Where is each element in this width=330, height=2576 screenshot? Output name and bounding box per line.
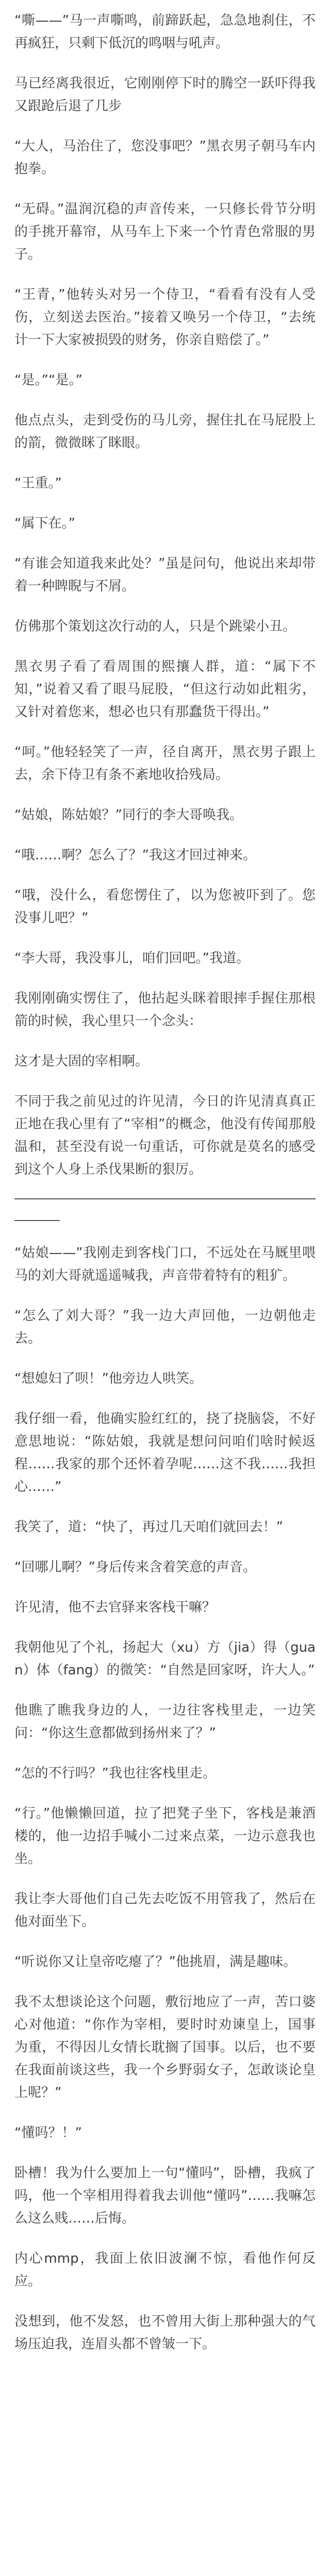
paragraph: “姑娘，陈姑娘？”同行的李大哥唤我。 (14, 807, 243, 823)
paragraph: 这才是大固的宰相啊。 (14, 1054, 149, 1069)
paragraph: “呵。”他轻轻笑了一声，径自离开，黑衣男子跟上去，余下侍卫有条不紊地收拾残局。 (14, 744, 316, 783)
paragraph: “是。”“是。” (14, 372, 82, 388)
paragraph: “有谁会知道我来此处？”虽是问句，他说出来却带着一种睥睨与不屑。 (14, 556, 316, 594)
paragraph: 我朝他见了个礼，扬起大（xu）方（jia）得（guan）体（fang）的微笑：“自然是回家呀，许大人。” (14, 1640, 316, 1678)
paragraph: “姑娘——”我刚走到客栈门口，不远处在马厩里喂马的刘大哥就遥遥喊我，声音带着特有的粗犷。 (14, 1245, 316, 1283)
paragraph: “怎的不行吗？”我也往客栈里走。 (14, 1766, 216, 1781)
paragraph: 不同于我之前见过的许见清，今日的许见清真真正正地在我心里有了“宰相”的概念，他没有传闻那般温和，甚至没有说一句重话，可你就是莫名的感受到这个人身上杀伐果断的狠厉。 (14, 1094, 316, 1177)
paragraph: “听说你又让皇帝吃瘪了？”他挑眉，满是趣味。 (14, 1954, 296, 1970)
paragraph: 许见清，他不去官驿来客栈干嘛？ (14, 1600, 216, 1615)
paragraph: “李大哥，我没事儿，咱们回吧。”我道。 (14, 951, 250, 966)
paragraph: 我让李大哥他们自己先去吃饭不用管我了，然后在他对面坐下。 (14, 1891, 316, 1929)
section-divider-short (14, 1220, 60, 1221)
paragraph: 内心mmp，我面上依旧波澜不惊，看他作何反应。 (14, 2251, 316, 2289)
paragraph: “哦……啊？怎么了？”我这才回过神来。 (14, 848, 256, 863)
paragraph: “回哪儿啊？”身后传来含着笑意的声音。 (14, 1560, 256, 1575)
paragraph: “哦，没什么，看您愣住了，以为您被吓到了。您没事儿吧？” (14, 888, 316, 926)
paragraph: 马已经离我很近，它刚刚停下时的腾空一跃吓得我又跟跄后退了几步 (14, 76, 316, 114)
paragraph: “怎么了刘大哥？”我一边大声回他，一边朝他走去。 (14, 1308, 316, 1346)
paragraph: “懂吗？！” (14, 2125, 82, 2141)
paragraph: “行。”他懒懒回道，拉了把凳子坐下，客栈是兼酒楼的，他一边招手喊小二过来点菜，一边示意我也坐。 (14, 1806, 316, 1867)
paragraph: “王重。” (14, 476, 62, 491)
paragraph: “属下在。” (14, 516, 75, 531)
paragraph: 我仔细一看，他确实脸红红的，挠了挠脑袋，不好意思地说：“陈姑娘，我就是想问问咱们啥时候返程……我家的那个还怀着孕呢……这不我……我担心……” (14, 1411, 316, 1495)
paragraph: “嘶——”马一声嘶鸣，前蹄跃起，急急地刹住，不再疯狂，只剩下低沉的鸣咽与吼声。 (14, 13, 316, 51)
section-divider (14, 1198, 316, 1199)
paragraph: 他点点头，走到受伤的马儿旁，握住扎在马屁股上的箭，微微眯了眯眼。 (14, 413, 316, 451)
paragraph: 没想到，他不发怒，也不曾用大街上那种强大的气场压迫我，连眉头都不曾皱一下。 (14, 2314, 316, 2352)
paragraph: “想媳妇了呗！”他旁边人哄笑。 (14, 1371, 203, 1386)
paragraph: 卧槽！我为什么要加上一句“懂吗”，卧槽，我疯了吗，他一个宰相用得着我去训他“懂吗”……我嘛怎么这么贱……后悔。 (14, 2165, 316, 2226)
paragraph: 他瞧了瞧我身边的人，一边往客栈里走，一边笑问：“你这生意都做到扬州来了？” (14, 1703, 316, 1741)
paragraph: 仿佛那个策划这次行动的人，只是个跳梁小丑。 (14, 619, 296, 634)
paragraph: 我刚刚确实愣住了，他拈起头眯着眼摔手握住那根箭的时候，我心里只一个念头： (14, 991, 316, 1029)
paragraph: 我不太想谈论这个问题，敷衍地应了一声，苦口婆心对他道：“你作为宰相，要时时劝谏皇上，国事为重，不得因儿女情长耽搁了国事。以后，也不要在我面前谈这些，我一个乡野弱女子，怎敢谈论皇上呢？” (14, 1994, 316, 2100)
paragraph: “无碍。”温润沉稳的声音传来，一只修长骨节分明的手挑开幕帘，从马车上下来一个竹青色常服的男子。 (14, 201, 316, 262)
paragraph: 我笑了，道：“快了，再过几天咱们就回去！” (14, 1519, 283, 1535)
paragraph: “王青，”他转头对另一个侍卫，“看看有没有人受伤，立刻送去医治。”接着又唤另一个侍卫，“去统计一下大家被损毁的财务，你亲自赔偿了。” (14, 287, 316, 348)
paragraph: 黑衣男子看了看周围的熙攘人群，道：“属下不知，”说着又看了眼马屁股，“但这行动如此粗劣，又针对着您来，想必也只有那蠢货干得出。” (14, 659, 316, 720)
paragraph: “大人，马治住了，您没事吧？”黑衣男子朝马车内抱拳。 (14, 139, 316, 177)
